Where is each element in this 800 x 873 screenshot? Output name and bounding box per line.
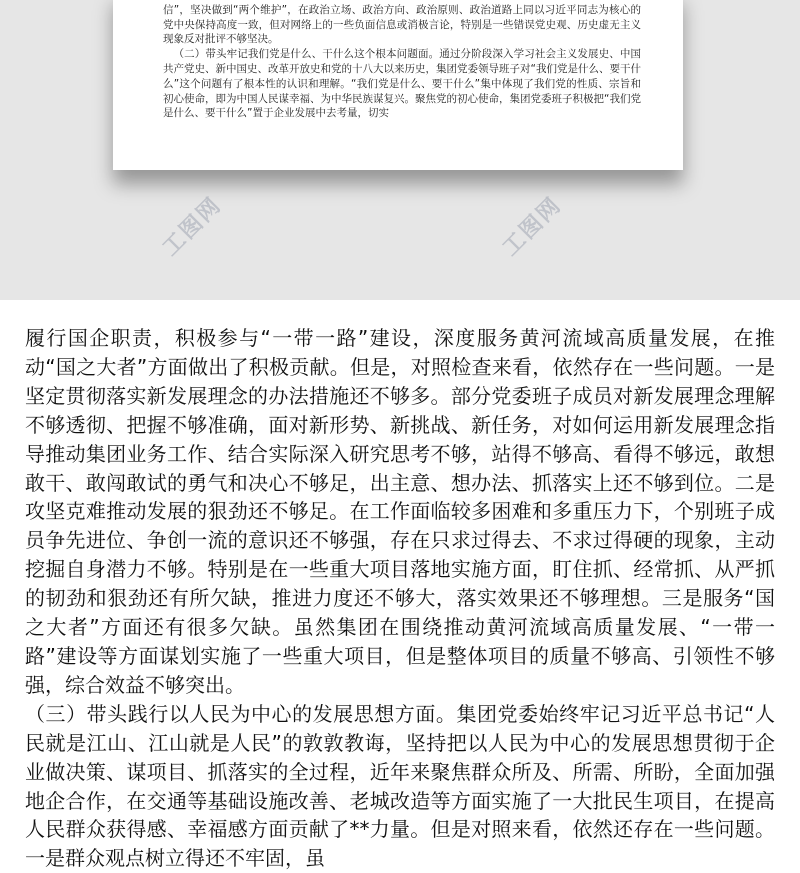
preview-paragraph-1: 信”，坚决做到“两个维护”，在政治立场、政治方向、政治原则、政治道路上同以习近平同志为核心的党中央保持高度一致，但对网络上的一些负面信息或消极言论，特别是一些错误党史观、历史虚无主义现象反对批评不够坚决。 [163, 3, 641, 46]
document-body [25, 324, 775, 873]
zoomed-text-region [0, 300, 800, 871]
document-preview [0, 0, 800, 300]
preview-paragraph-2: （二）带头牢记我们党是什么、干什么这个根本问题面。通过分阶段深入学习社会主义发展史、中国共产党史、新中国史、改革开放史和党的十八大以来历史，集团党委领导班子对“我们党是什么、要干什么”这个问题有了根本性的认识和理解。“我们党是什么、要干什么”集中体现了我们党的性质、宗旨和初心使命，即为中国人民谋幸福、为中华民族谋复兴。聚焦党的初心使命，集团党委班子积极把“我们党是什么、要干什么”置于企业发展中去考量，切实 [163, 48, 641, 120]
preview-text [163, 0, 641, 121]
preview-page [113, 0, 683, 170]
watermark: 工图网 [158, 192, 227, 262]
watermark: 工图网 [498, 192, 567, 262]
body-paragraph-2: （三）带头践行以人民为中心的发展思想方面。集团党委始终牢记习近平总书记“人民就是江山、江山就是人民”的敦敦教诲，坚持把以人民为中心的发展思想贯彻于企业做决策、谋项目、抓落实的全过程，近年来聚焦群众所及、所需、所盼，全面加强地企合作，在交通等基础设施改善、老城改造等方面实施了一大批民生项目，在提高人民群众获得感、幸福感方面贡献了**力量。但是对照来看，依然还存在一些问题。一是群众观点树立得还不牢固，虽 [25, 701, 775, 871]
body-paragraph-1: 履行国企职责，积极参与“一带一路”建设，深度服务黄河流域高质量发展，在推动“国之大者”方面做出了积极贡献。但是，对照检查来看，依然存在一些问题。一是坚定贯彻落实新发展理念的办法措施还不够多。部分党委班子成员对新发展理念理解不够透彻、把握不够准确，面对新形势、新挑战、新任务，对如何运用新发展理念指导推动集团业务工作、结合实际深入研究思考不够，站得不够高、看得不够远，敢想敢干、敢闯敢试的勇气和决心不够足，出主意、想办法、抓落实上还不够到位。二是攻坚克难推动发展的狠劲还不够足。在工作面临较多困难和多重压力下，个别班子成员争先进位、争创一流的意识还不够强，存在只求过得去、不求过得硬的现象，主动挖掘自身潜力不够。特别是在一些重大项目落地实施方面，盯住抓、经常抓、从严抓的韧劲和狠劲还有所欠缺，推进力度还不够大，落实效果还不够理想。三是服务“国之大者”方面还有很多欠缺。虽然集团在围绕推动黄河流域高质量发展、“一带一路”建设等方面谋划实施了一些重大项目，但是整体项目的质量不够高、引领性不够强，综合效益不够突出。 [25, 326, 775, 697]
